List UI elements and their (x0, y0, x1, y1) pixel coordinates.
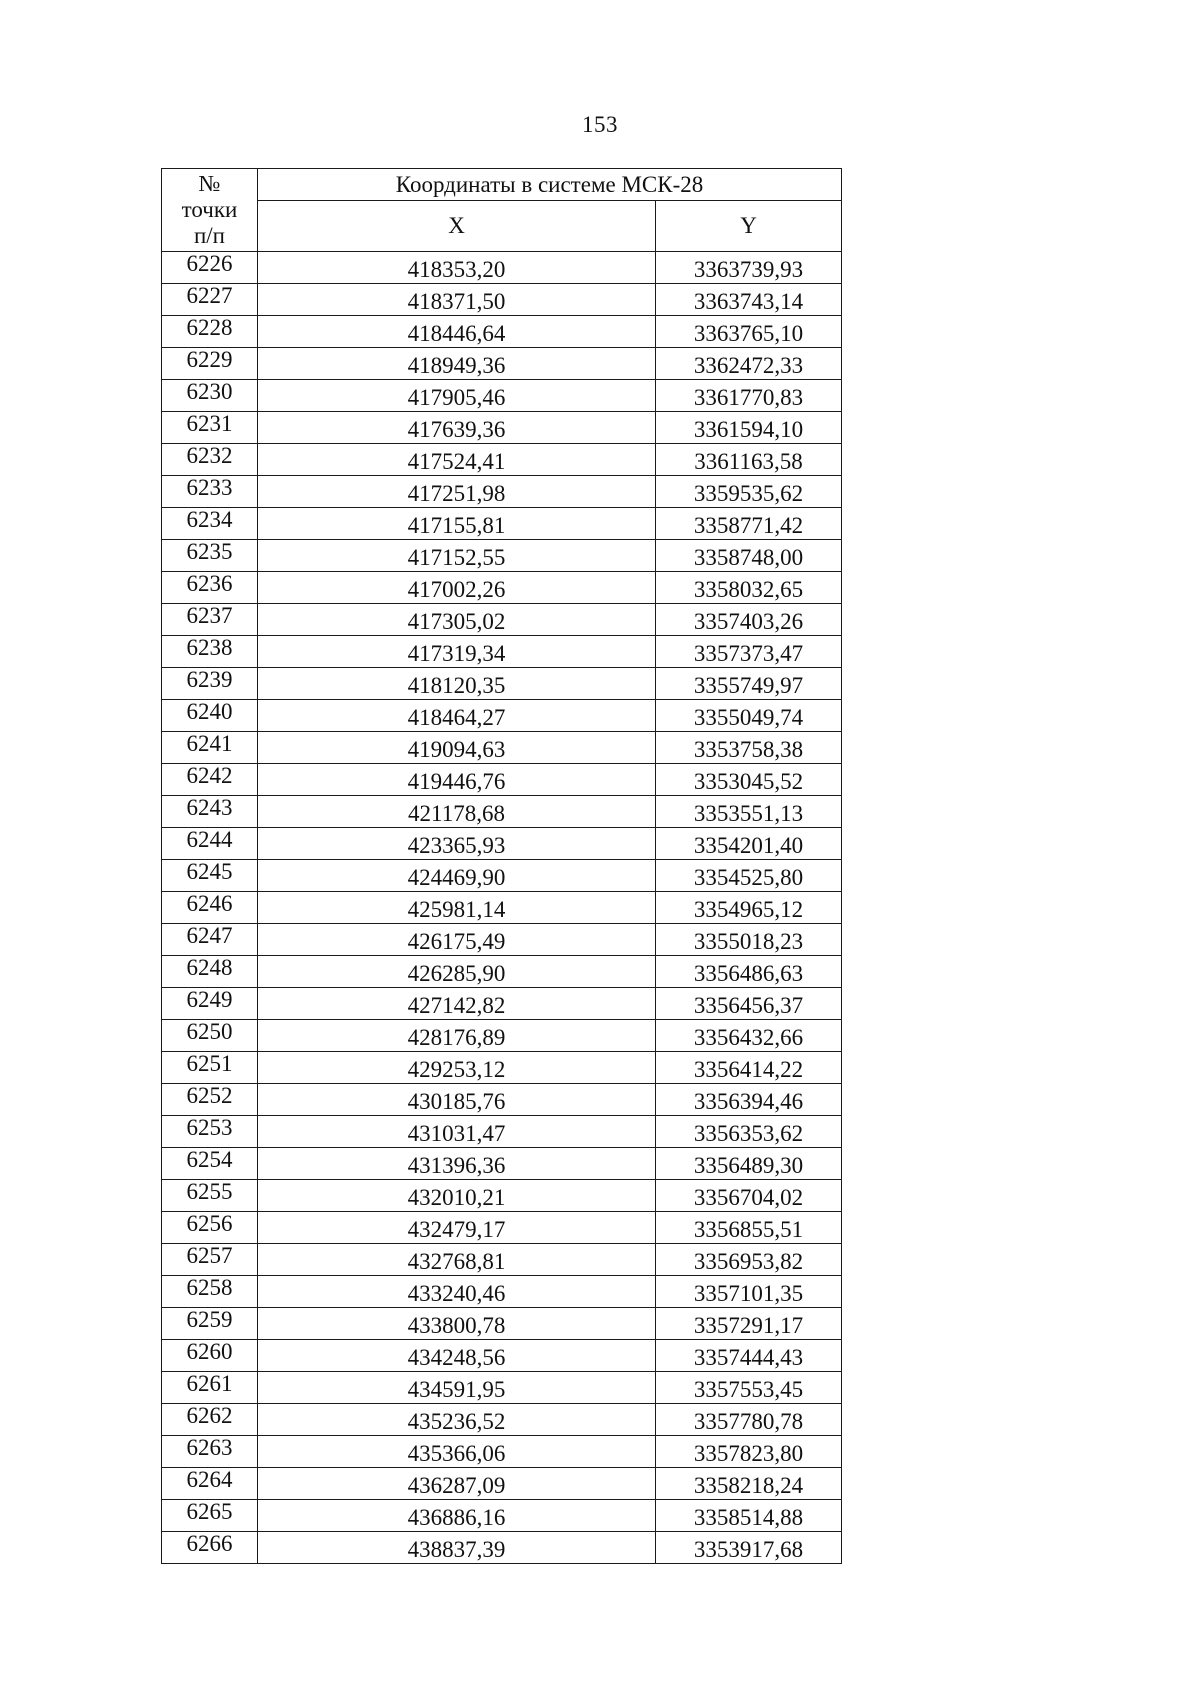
y-coordinate-cell: 3353045,52 (656, 764, 842, 796)
y-coordinate-cell: 3358771,42 (656, 508, 842, 540)
y-coordinate-cell: 3355018,23 (656, 924, 842, 956)
table-row (162, 604, 842, 636)
y-coordinate-cell: 3357373,47 (656, 636, 842, 668)
point-number-cell: 6230 (162, 380, 258, 412)
table-row (162, 988, 842, 1020)
x-coordinate-cell: 433240,46 (258, 1276, 656, 1308)
table-row (162, 764, 842, 796)
table-row (162, 444, 842, 476)
point-number-cell: 6251 (162, 1052, 258, 1084)
point-number-cell: 6250 (162, 1020, 258, 1052)
point-number-cell: 6227 (162, 284, 258, 316)
x-coordinate-cell: 417251,98 (258, 476, 656, 508)
table-row (162, 1052, 842, 1084)
point-number-cell: 6261 (162, 1372, 258, 1404)
x-coordinate-cell: 426175,49 (258, 924, 656, 956)
y-coordinate-cell: 3358032,65 (656, 572, 842, 604)
y-coordinate-cell: 3361594,10 (656, 412, 842, 444)
y-coordinate-cell: 3354201,40 (656, 828, 842, 860)
point-number-cell: 6237 (162, 604, 258, 636)
point-number-cell: 6255 (162, 1180, 258, 1212)
y-coordinate-cell: 3363765,10 (656, 316, 842, 348)
x-coordinate-cell: 427142,82 (258, 988, 656, 1020)
point-number-cell: 6226 (162, 252, 258, 284)
table-row (162, 476, 842, 508)
x-coordinate-cell: 431031,47 (258, 1116, 656, 1148)
x-coordinate-cell: 432010,21 (258, 1180, 656, 1212)
point-number-cell: 6235 (162, 540, 258, 572)
point-number-cell: 6234 (162, 508, 258, 540)
y-coordinate-cell: 3353758,38 (656, 732, 842, 764)
point-number-cell: 6248 (162, 956, 258, 988)
y-coordinate-cell: 3357553,45 (656, 1372, 842, 1404)
y-coordinate-cell: 3354525,80 (656, 860, 842, 892)
header-point-number (162, 169, 258, 252)
x-coordinate-cell: 418120,35 (258, 668, 656, 700)
point-number-cell: 6264 (162, 1468, 258, 1500)
point-number-cell: 6247 (162, 924, 258, 956)
table-row (162, 636, 842, 668)
point-number-cell: 6263 (162, 1436, 258, 1468)
table-row (162, 1500, 842, 1532)
x-coordinate-cell: 418464,27 (258, 700, 656, 732)
x-coordinate-cell: 417002,26 (258, 572, 656, 604)
header-y: Y (656, 201, 842, 252)
table-row (162, 316, 842, 348)
table-row (162, 700, 842, 732)
table-row (162, 1116, 842, 1148)
table-row (162, 380, 842, 412)
x-coordinate-cell: 418371,50 (258, 284, 656, 316)
table-row (162, 1436, 842, 1468)
x-coordinate-cell: 431396,36 (258, 1148, 656, 1180)
point-number-cell: 6260 (162, 1340, 258, 1372)
x-coordinate-cell: 417155,81 (258, 508, 656, 540)
y-coordinate-cell: 3361770,83 (656, 380, 842, 412)
x-coordinate-cell: 435236,52 (258, 1404, 656, 1436)
x-coordinate-cell: 418949,36 (258, 348, 656, 380)
table-row (162, 1372, 842, 1404)
table-row (162, 956, 842, 988)
y-coordinate-cell: 3356394,46 (656, 1084, 842, 1116)
point-number-cell: 6239 (162, 668, 258, 700)
table-row (162, 1212, 842, 1244)
x-coordinate-cell: 435366,06 (258, 1436, 656, 1468)
y-coordinate-cell: 3356953,82 (656, 1244, 842, 1276)
header-coordinate-system: Координаты в системе МСК-28 (258, 169, 842, 201)
table-row (162, 1532, 842, 1564)
y-coordinate-cell: 3356855,51 (656, 1212, 842, 1244)
table-row (162, 828, 842, 860)
table-row (162, 892, 842, 924)
x-coordinate-cell: 417305,02 (258, 604, 656, 636)
table-row (162, 252, 842, 284)
header-num-abbrev: п/п (193, 223, 225, 248)
point-number-cell: 6236 (162, 572, 258, 604)
y-coordinate-cell: 3356489,30 (656, 1148, 842, 1180)
x-coordinate-cell: 436886,16 (258, 1500, 656, 1532)
point-number-cell: 6231 (162, 412, 258, 444)
y-coordinate-cell: 3358218,24 (656, 1468, 842, 1500)
x-coordinate-cell: 433800,78 (258, 1308, 656, 1340)
y-coordinate-cell: 3357403,26 (656, 604, 842, 636)
x-coordinate-cell: 419094,63 (258, 732, 656, 764)
y-coordinate-cell: 3356353,62 (656, 1116, 842, 1148)
x-coordinate-cell: 418353,20 (258, 252, 656, 284)
y-coordinate-cell: 3361163,58 (656, 444, 842, 476)
y-coordinate-cell: 3356456,37 (656, 988, 842, 1020)
point-number-cell: 6262 (162, 1404, 258, 1436)
y-coordinate-cell: 3363743,14 (656, 284, 842, 316)
y-coordinate-cell: 3357291,17 (656, 1308, 842, 1340)
point-number-cell: 6240 (162, 700, 258, 732)
table-row (162, 1180, 842, 1212)
x-coordinate-cell: 417152,55 (258, 540, 656, 572)
page-number: 153 (582, 112, 618, 137)
point-number-cell: 6252 (162, 1084, 258, 1116)
x-coordinate-cell: 425981,14 (258, 892, 656, 924)
table-row (162, 860, 842, 892)
y-coordinate-cell: 3357101,35 (656, 1276, 842, 1308)
table-row (162, 1468, 842, 1500)
table-row (162, 284, 842, 316)
x-coordinate-cell: 432768,81 (258, 1244, 656, 1276)
point-number-cell: 6233 (162, 476, 258, 508)
x-coordinate-cell: 417319,34 (258, 636, 656, 668)
table-row (162, 796, 842, 828)
y-coordinate-cell: 3353551,13 (656, 796, 842, 828)
y-coordinate-cell: 3354965,12 (656, 892, 842, 924)
table-row (162, 348, 842, 380)
point-number-cell: 6265 (162, 1500, 258, 1532)
header-num-symbol: № (198, 171, 221, 196)
point-number-cell: 6228 (162, 316, 258, 348)
point-number-cell: 6253 (162, 1116, 258, 1148)
point-number-cell: 6229 (162, 348, 258, 380)
y-coordinate-cell: 3356432,66 (656, 1020, 842, 1052)
table-row (162, 412, 842, 444)
x-coordinate-cell: 417524,41 (258, 444, 656, 476)
table-row (162, 668, 842, 700)
y-coordinate-cell: 3356414,22 (656, 1052, 842, 1084)
x-coordinate-cell: 424469,90 (258, 860, 656, 892)
y-coordinate-cell: 3355049,74 (656, 700, 842, 732)
table-row (162, 1148, 842, 1180)
y-coordinate-cell: 3353917,68 (656, 1532, 842, 1564)
y-coordinate-cell: 3355749,97 (656, 668, 842, 700)
point-number-cell: 6246 (162, 892, 258, 924)
point-number-cell: 6266 (162, 1532, 258, 1564)
table-row (162, 732, 842, 764)
coordinates-table (161, 168, 842, 1564)
table-row (162, 508, 842, 540)
header-num-word: точки (181, 197, 238, 222)
y-coordinate-cell: 3358514,88 (656, 1500, 842, 1532)
x-coordinate-cell: 436287,09 (258, 1468, 656, 1500)
y-coordinate-cell: 3362472,33 (656, 348, 842, 380)
point-number-cell: 6258 (162, 1276, 258, 1308)
point-number-cell: 6242 (162, 764, 258, 796)
point-number-cell: 6232 (162, 444, 258, 476)
y-coordinate-cell: 3358748,00 (656, 540, 842, 572)
table-header (162, 169, 842, 252)
x-coordinate-cell: 423365,93 (258, 828, 656, 860)
x-coordinate-cell: 434248,56 (258, 1340, 656, 1372)
point-number-cell: 6245 (162, 860, 258, 892)
x-coordinate-cell: 419446,76 (258, 764, 656, 796)
header-x: X (258, 201, 656, 252)
x-coordinate-cell: 432479,17 (258, 1212, 656, 1244)
point-number-cell: 6249 (162, 988, 258, 1020)
table-row (162, 1276, 842, 1308)
y-coordinate-cell: 3357780,78 (656, 1404, 842, 1436)
y-coordinate-cell: 3356704,02 (656, 1180, 842, 1212)
table-row (162, 1404, 842, 1436)
table-row (162, 1340, 842, 1372)
x-coordinate-cell: 429253,12 (258, 1052, 656, 1084)
table-row (162, 1084, 842, 1116)
x-coordinate-cell: 417639,36 (258, 412, 656, 444)
point-number-cell: 6254 (162, 1148, 258, 1180)
table-row (162, 924, 842, 956)
x-coordinate-cell: 421178,68 (258, 796, 656, 828)
x-coordinate-cell: 428176,89 (258, 1020, 656, 1052)
y-coordinate-cell: 3357444,43 (656, 1340, 842, 1372)
x-coordinate-cell: 418446,64 (258, 316, 656, 348)
point-number-cell: 6241 (162, 732, 258, 764)
y-coordinate-cell: 3357823,80 (656, 1436, 842, 1468)
table-body (162, 252, 842, 1564)
point-number-cell: 6259 (162, 1308, 258, 1340)
x-coordinate-cell: 430185,76 (258, 1084, 656, 1116)
table-row (162, 1308, 842, 1340)
point-number-cell: 6256 (162, 1212, 258, 1244)
x-coordinate-cell: 438837,39 (258, 1532, 656, 1564)
table-row (162, 572, 842, 604)
y-coordinate-cell: 3363739,93 (656, 252, 842, 284)
point-number-cell: 6244 (162, 828, 258, 860)
y-coordinate-cell: 3359535,62 (656, 476, 842, 508)
point-number-cell: 6243 (162, 796, 258, 828)
point-number-cell: 6238 (162, 636, 258, 668)
x-coordinate-cell: 434591,95 (258, 1372, 656, 1404)
x-coordinate-cell: 417905,46 (258, 380, 656, 412)
table-row (162, 1020, 842, 1052)
table-row (162, 540, 842, 572)
table-row (162, 1244, 842, 1276)
y-coordinate-cell: 3356486,63 (656, 956, 842, 988)
x-coordinate-cell: 426285,90 (258, 956, 656, 988)
point-number-cell: 6257 (162, 1244, 258, 1276)
